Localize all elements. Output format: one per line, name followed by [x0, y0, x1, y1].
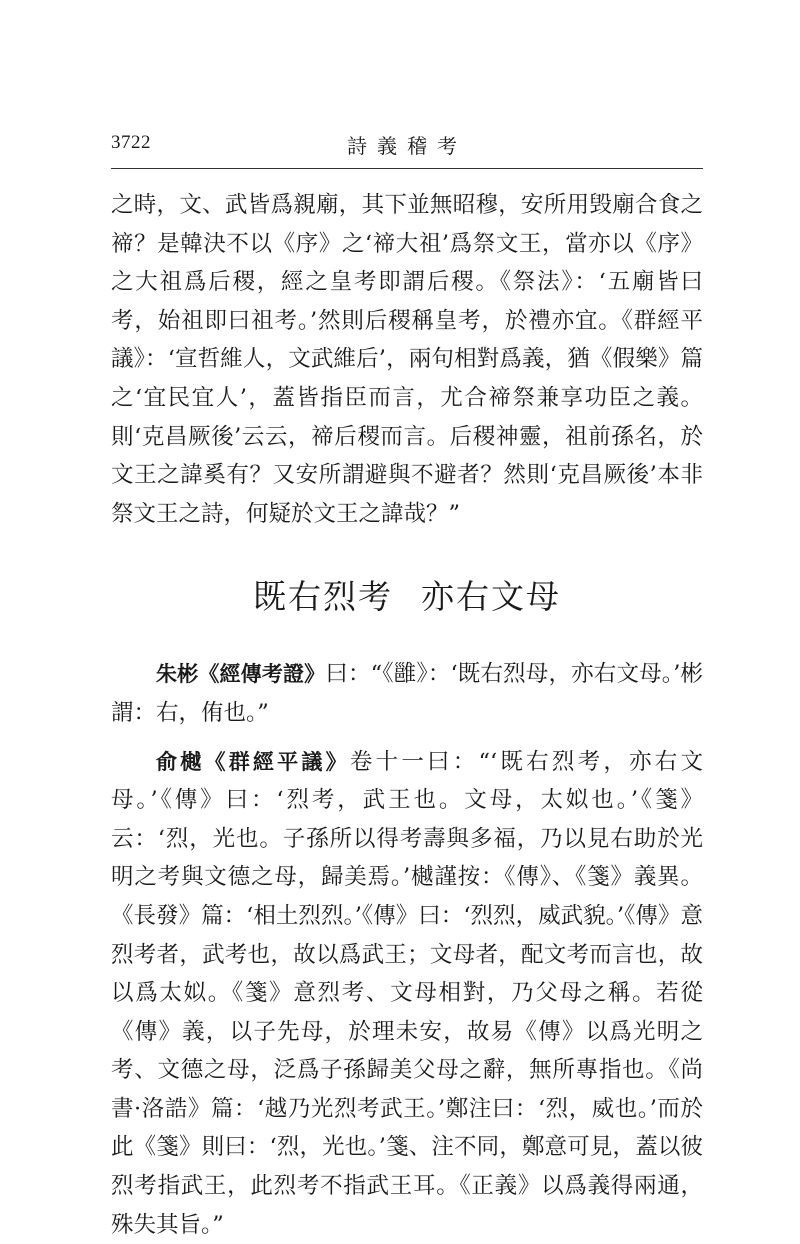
- page-body: [111, 186, 703, 1244]
- page-number: 3722: [111, 132, 151, 153]
- paragraph-yu-yue: [111, 743, 703, 1244]
- running-title: 詩義稽考: [347, 134, 467, 158]
- paragraph-zhu-bin: [111, 655, 703, 732]
- continued-paragraph: 之時，文、武皆爲親廟，其下並無昭穆，安所用毁廟合食之禘？是韓決不以《序》之‘禘大祖’爲祭文王，當亦以《序》之大祖爲后稷，經之皇考即謂后稷。《祭法》：‘五廟皆曰考，始祖即曰祖考。’然則后稷稱皇考，於禮亦宜。《群經平議》：‘宣哲維人，文武維后’，兩句相對爲義，猶《假樂》篇之‘宜民宜人’，蓋皆指臣而言，尤合禘祭兼享功臣之義。則‘克昌厥後’云云，禘后稷而言。后稷神靈，祖前孫名，於文王之諱奚有？又安所謂避與不避者？然則‘克昌厥後’本非祭文王之詩，何疑於文王之諱哉？”: [111, 192, 703, 527]
- paragraph-lead: 俞樾《群經平議》: [156, 749, 350, 774]
- section-heading-right: 亦右文母: [421, 577, 561, 617]
- paragraph-text: 曰：“《雝》：‘既右烈母，亦右文母。’彬謂：右，侑也。”: [111, 661, 704, 726]
- page-header: [111, 128, 703, 162]
- section-heading-left: 既右烈考: [253, 577, 393, 617]
- section-heading: [111, 577, 703, 617]
- paragraph-text: 卷十一曰：“‘既右烈考，亦右文母。’《傳》曰：‘烈考，武王也。文母，太姒也。’《箋》云：‘烈，光也。子孫所以得考壽與多福，乃以見右助於光明之考與文德之母，歸美焉。’樾謹按：《傳》、《箋》義異。《長發》篇：‘相土烈烈。’《傳》曰：‘烈烈，威武貌。’《傳》意烈考者，武考也，故以爲武王；文母者，配文考而言也，故以爲太姒。《箋》意烈考、文母相對，乃父母之稱。若從《傳》義，以子先母，於理未安，故易《傳》以爲光明之考、文德之母，泛爲子孫歸美父母之辭，無所專指也。《尚書·洛誥》篇：‘越乃光烈考武王。’鄭注曰：‘烈，威也。’而於此《箋》則曰：‘烈，光也。’箋、注不同，鄭意可見，蓋以彼烈考指武王，此烈考不指武王耳。《正義》以爲義得兩通，殊失其旨。”: [111, 748, 704, 1238]
- header-rule: [111, 168, 703, 169]
- paragraph-lead: 朱彬《經傳考證》: [156, 662, 326, 687]
